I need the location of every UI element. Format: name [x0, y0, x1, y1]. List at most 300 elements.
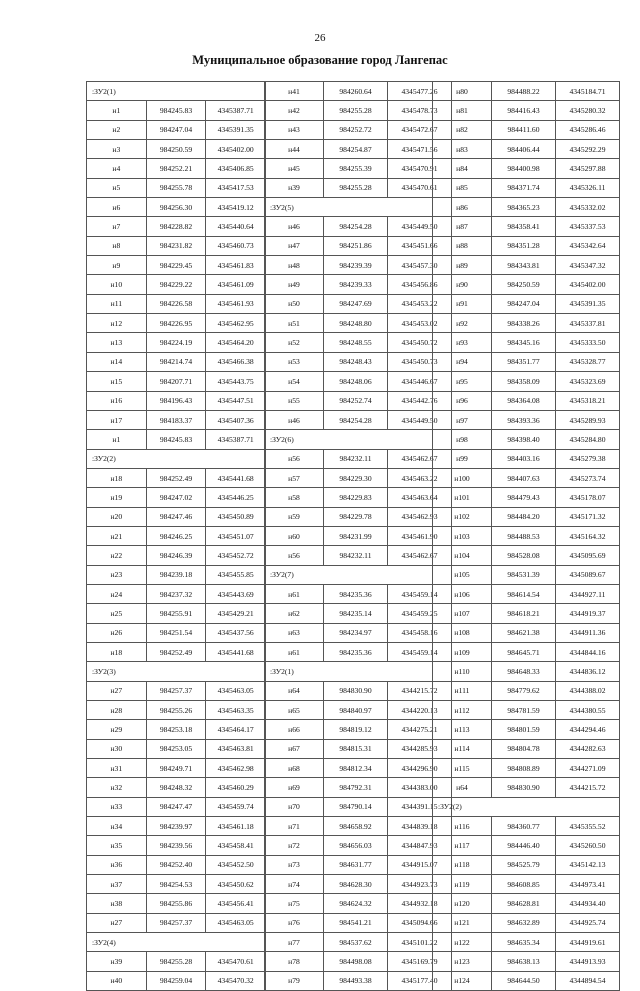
y-coordinate: 4344923.73 — [388, 875, 452, 894]
x-coordinate: 984250.59 — [492, 275, 556, 294]
x-coordinate: 984644.50 — [492, 971, 556, 990]
x-coordinate: 984808.89 — [492, 759, 556, 778]
table-row — [87, 488, 266, 507]
y-coordinate: 4345342.64 — [556, 236, 620, 255]
table-row — [87, 759, 266, 778]
x-coordinate: 984628.81 — [492, 894, 556, 913]
x-coordinate: 984537.62 — [324, 933, 388, 952]
table-row — [433, 855, 620, 874]
y-coordinate: 4345391.35 — [206, 120, 266, 139]
table-row — [433, 952, 620, 971]
y-coordinate: 4345333.50 — [556, 333, 620, 352]
x-coordinate: 984498.08 — [324, 952, 388, 971]
point-label: н40 — [87, 971, 147, 990]
table-row — [433, 294, 620, 313]
point-label: н42 — [265, 101, 324, 120]
y-coordinate: 4345437.56 — [206, 623, 266, 642]
table-row — [265, 952, 452, 971]
point-label: н61 — [265, 642, 324, 661]
section-label: :ЗУ2(1) — [265, 662, 452, 681]
table-row — [87, 681, 266, 700]
point-label: н56 — [265, 449, 324, 468]
point-label: н78 — [265, 952, 324, 971]
x-coordinate: 984815.31 — [324, 739, 388, 758]
point-label: н13 — [87, 333, 147, 352]
table-row — [433, 275, 620, 294]
table-row — [265, 372, 452, 391]
point-label: н45 — [265, 159, 324, 178]
point-label: н39 — [87, 952, 147, 971]
table-row — [433, 488, 620, 507]
table-row — [433, 701, 620, 720]
x-coordinate: 984247.46 — [146, 507, 206, 526]
point-label: н28 — [87, 701, 147, 720]
x-coordinate: 984531.39 — [492, 565, 556, 584]
x-coordinate: 984232.11 — [324, 449, 388, 468]
y-coordinate: 4345461.93 — [206, 294, 266, 313]
x-coordinate: 984254.53 — [146, 875, 206, 894]
x-coordinate: 984406.44 — [492, 140, 556, 159]
point-label: н67 — [265, 739, 324, 758]
table-row — [87, 507, 266, 526]
point-label: н4 — [87, 159, 147, 178]
x-coordinate: 984256.30 — [146, 198, 206, 217]
table-row — [265, 759, 452, 778]
x-coordinate: 984628.30 — [324, 875, 388, 894]
x-coordinate: 984255.78 — [146, 178, 206, 197]
y-coordinate: 4344919.61 — [556, 933, 620, 952]
point-label: н16 — [87, 391, 147, 410]
x-coordinate: 984351.77 — [492, 352, 556, 371]
point-label: н95 — [433, 372, 492, 391]
x-coordinate: 984239.39 — [324, 256, 388, 275]
table-row — [433, 372, 620, 391]
point-label: н115 — [433, 759, 492, 778]
point-label: н51 — [265, 314, 324, 333]
y-coordinate: 4345171.32 — [556, 507, 620, 526]
table-row — [433, 546, 620, 565]
point-label: н15 — [87, 372, 147, 391]
y-coordinate: 4345463.35 — [206, 701, 266, 720]
point-label: н104 — [433, 546, 492, 565]
y-coordinate: 4345441.68 — [206, 468, 266, 487]
x-coordinate: 984235.36 — [324, 584, 388, 603]
y-coordinate: 4344919.37 — [556, 604, 620, 623]
x-coordinate: 984351.28 — [492, 236, 556, 255]
y-coordinate: 4345323.69 — [556, 372, 620, 391]
section-row — [87, 662, 266, 681]
y-coordinate: 4345284.80 — [556, 430, 620, 449]
table-row — [87, 778, 266, 797]
y-coordinate: 4345452.72 — [206, 546, 266, 565]
x-coordinate: 984403.16 — [492, 449, 556, 468]
table-row — [87, 894, 266, 913]
point-label: н109 — [433, 642, 492, 661]
section-label: :ЗУ2(5) — [265, 198, 452, 217]
table-row — [87, 546, 266, 565]
y-coordinate: 4344383.00 — [388, 778, 452, 797]
y-coordinate: 4345318.21 — [556, 391, 620, 410]
x-coordinate: 984229.83 — [324, 488, 388, 507]
coordinates-table — [264, 81, 452, 991]
y-coordinate: 4345142.13 — [556, 855, 620, 874]
table-row — [265, 468, 452, 487]
x-coordinate: 984830.90 — [492, 778, 556, 797]
section-label: :ЗУ2(7) — [265, 565, 452, 584]
y-coordinate: 4344275.21 — [388, 720, 452, 739]
point-label: н58 — [265, 488, 324, 507]
table-row — [433, 642, 620, 661]
point-label: н54 — [265, 372, 324, 391]
x-coordinate: 984229.45 — [146, 256, 206, 275]
point-label: н117 — [433, 836, 492, 855]
point-label: н69 — [265, 778, 324, 797]
point-label: н43 — [265, 120, 324, 139]
table-row — [87, 159, 266, 178]
y-coordinate: 4345456.41 — [206, 894, 266, 913]
table-row — [265, 140, 452, 159]
point-label: н17 — [87, 410, 147, 429]
point-label: н100 — [433, 468, 492, 487]
table-row — [433, 256, 620, 275]
x-coordinate: 984253.18 — [146, 720, 206, 739]
x-coordinate: 984781.59 — [492, 701, 556, 720]
point-label: н113 — [433, 720, 492, 739]
point-label: н25 — [87, 604, 147, 623]
table-row — [87, 236, 266, 255]
x-coordinate: 984618.21 — [492, 604, 556, 623]
point-label: н10 — [87, 275, 147, 294]
point-label: н14 — [87, 352, 147, 371]
point-label: н101 — [433, 488, 492, 507]
point-label: н26 — [87, 623, 147, 642]
x-coordinate: 984248.06 — [324, 372, 388, 391]
y-coordinate: 4344220.13 — [388, 701, 452, 720]
point-label: н97 — [433, 410, 492, 429]
point-label: н59 — [265, 507, 324, 526]
y-coordinate: 4344927.11 — [556, 584, 620, 603]
point-label: н2 — [87, 120, 147, 139]
table-row — [433, 778, 620, 797]
y-coordinate: 4345457.30 — [388, 256, 452, 275]
table-row — [87, 256, 266, 275]
table-row — [87, 623, 266, 642]
x-coordinate: 984255.26 — [146, 701, 206, 720]
table-row — [265, 933, 452, 952]
section-row — [265, 198, 452, 217]
table-row — [265, 546, 452, 565]
y-coordinate: 4345459.14 — [388, 642, 452, 661]
table-row — [265, 913, 452, 932]
point-label: н35 — [87, 836, 147, 855]
table-row — [87, 101, 266, 120]
table-row — [87, 604, 266, 623]
x-coordinate: 984608.85 — [492, 875, 556, 894]
point-label: н3 — [87, 140, 147, 159]
y-coordinate: 4345273.74 — [556, 468, 620, 487]
x-coordinate: 984229.22 — [146, 275, 206, 294]
x-coordinate: 984224.19 — [146, 333, 206, 352]
x-coordinate: 984249.71 — [146, 759, 206, 778]
y-coordinate: 4345337.81 — [556, 314, 620, 333]
point-label: н106 — [433, 584, 492, 603]
table-row — [265, 352, 452, 371]
y-coordinate: 4345451.07 — [206, 526, 266, 545]
point-label: н92 — [433, 314, 492, 333]
x-coordinate: 984247.02 — [146, 488, 206, 507]
table-row — [433, 159, 620, 178]
y-coordinate: 4344913.93 — [556, 952, 620, 971]
x-coordinate: 984614.54 — [492, 584, 556, 603]
section-label: :ЗУ2(2) — [433, 797, 620, 816]
table-row — [87, 140, 266, 159]
y-coordinate: 4344391.15 — [388, 797, 452, 816]
point-label: н46 — [265, 410, 324, 429]
x-coordinate: 984658.92 — [324, 817, 388, 836]
x-coordinate: 984247.69 — [324, 294, 388, 313]
y-coordinate: 4344285.93 — [388, 739, 452, 758]
y-coordinate: 4344388.02 — [556, 681, 620, 700]
section-row — [87, 933, 266, 952]
point-label: н5 — [87, 178, 147, 197]
section-row — [265, 430, 452, 449]
x-coordinate: 984635.34 — [492, 933, 556, 952]
x-coordinate: 984804.78 — [492, 739, 556, 758]
y-coordinate: 4345461.83 — [206, 256, 266, 275]
y-coordinate: 4345402.00 — [206, 140, 266, 159]
point-label: н46 — [265, 217, 324, 236]
y-coordinate: 4345459.74 — [206, 797, 266, 816]
table-row — [433, 739, 620, 758]
y-coordinate: 4345260.50 — [556, 836, 620, 855]
point-label: н73 — [265, 855, 324, 874]
table-row — [265, 701, 452, 720]
point-label: н64 — [433, 778, 492, 797]
x-coordinate: 984246.25 — [146, 526, 206, 545]
coordinates-column-1 — [86, 81, 266, 991]
point-label: н65 — [265, 701, 324, 720]
table-row — [265, 875, 452, 894]
table-row — [433, 720, 620, 739]
y-coordinate: 4345464.17 — [206, 720, 266, 739]
table-row — [265, 836, 452, 855]
x-coordinate: 984231.82 — [146, 236, 206, 255]
x-coordinate: 984488.53 — [492, 526, 556, 545]
table-row — [433, 875, 620, 894]
point-label: н83 — [433, 140, 492, 159]
y-coordinate: 4344839.18 — [388, 817, 452, 836]
x-coordinate: 984228.82 — [146, 217, 206, 236]
x-coordinate: 984245.83 — [146, 101, 206, 120]
y-coordinate: 4345460.29 — [206, 778, 266, 797]
x-coordinate: 984400.98 — [492, 159, 556, 178]
table-row — [433, 913, 620, 932]
y-coordinate: 4344215.72 — [388, 681, 452, 700]
point-label: н32 — [87, 778, 147, 797]
x-coordinate: 984229.30 — [324, 468, 388, 487]
y-coordinate: 4344894.54 — [556, 971, 620, 990]
table-row — [265, 159, 452, 178]
point-label: н31 — [87, 759, 147, 778]
table-row — [265, 778, 452, 797]
y-coordinate: 4345470.91 — [388, 159, 452, 178]
table-row — [265, 604, 452, 623]
table-row — [87, 430, 266, 449]
y-coordinate: 4345477.26 — [388, 82, 452, 101]
point-label: н120 — [433, 894, 492, 913]
y-coordinate: 4345355.52 — [556, 817, 620, 836]
x-coordinate: 984237.32 — [146, 584, 206, 603]
x-coordinate: 984239.56 — [146, 836, 206, 855]
x-coordinate: 984254.28 — [324, 410, 388, 429]
point-label: н88 — [433, 236, 492, 255]
point-label: н77 — [265, 933, 324, 952]
y-coordinate: 4345461.18 — [206, 817, 266, 836]
x-coordinate: 984416.43 — [492, 101, 556, 120]
section-label: :ЗУ2(1) — [87, 82, 266, 101]
point-label: н18 — [87, 468, 147, 487]
x-coordinate: 984528.08 — [492, 546, 556, 565]
x-coordinate: 984255.86 — [146, 894, 206, 913]
table-row — [433, 623, 620, 642]
table-row — [265, 449, 452, 468]
x-coordinate: 984365.23 — [492, 198, 556, 217]
point-label: н11 — [87, 294, 147, 313]
x-coordinate: 984393.36 — [492, 410, 556, 429]
x-coordinate: 984252.40 — [146, 855, 206, 874]
point-label: н112 — [433, 701, 492, 720]
y-coordinate: 4345446.25 — [206, 488, 266, 507]
table-row — [87, 913, 266, 932]
point-label: н94 — [433, 352, 492, 371]
table-row — [87, 971, 266, 990]
y-coordinate: 4344271.09 — [556, 759, 620, 778]
point-label: н60 — [265, 526, 324, 545]
y-coordinate: 4345451.66 — [388, 236, 452, 255]
x-coordinate: 984345.16 — [492, 333, 556, 352]
table-row — [265, 642, 452, 661]
table-row — [265, 314, 452, 333]
point-label: н72 — [265, 836, 324, 855]
table-row — [87, 584, 266, 603]
x-coordinate: 984257.37 — [146, 913, 206, 932]
x-coordinate: 984624.32 — [324, 894, 388, 913]
x-coordinate: 984226.95 — [146, 314, 206, 333]
table-row — [87, 275, 266, 294]
point-label: н86 — [433, 198, 492, 217]
point-label: н80 — [433, 82, 492, 101]
x-coordinate: 984493.38 — [324, 971, 388, 990]
table-row — [87, 294, 266, 313]
table-row — [265, 971, 452, 990]
y-coordinate: 4345466.38 — [206, 352, 266, 371]
y-coordinate: 4344915.07 — [388, 855, 452, 874]
x-coordinate: 984541.21 — [324, 913, 388, 932]
y-coordinate: 4345462.98 — [206, 759, 266, 778]
table-row — [265, 623, 452, 642]
x-coordinate: 984343.81 — [492, 256, 556, 275]
y-coordinate: 4345470.61 — [388, 178, 452, 197]
point-label: н23 — [87, 565, 147, 584]
table-row — [433, 817, 620, 836]
table-row — [87, 642, 266, 661]
y-coordinate: 4345407.36 — [206, 410, 266, 429]
table-row — [265, 681, 452, 700]
y-coordinate: 4345326.11 — [556, 178, 620, 197]
y-coordinate: 4345391.35 — [556, 294, 620, 313]
table-row — [433, 352, 620, 371]
x-coordinate: 984247.04 — [146, 120, 206, 139]
point-label: н62 — [265, 604, 324, 623]
table-row — [87, 352, 266, 371]
table-row — [433, 314, 620, 333]
x-coordinate: 984645.71 — [492, 642, 556, 661]
table-row — [433, 101, 620, 120]
point-label: н110 — [433, 662, 492, 681]
section-label: :ЗУ2(6) — [265, 430, 452, 449]
x-coordinate: 984214.74 — [146, 352, 206, 371]
table-row — [433, 178, 620, 197]
point-label: н96 — [433, 391, 492, 410]
point-label: н53 — [265, 352, 324, 371]
x-coordinate: 984248.43 — [324, 352, 388, 371]
point-label: н89 — [433, 256, 492, 275]
x-coordinate: 984248.32 — [146, 778, 206, 797]
point-label: н29 — [87, 720, 147, 739]
y-coordinate: 4345471.56 — [388, 140, 452, 159]
table-row — [265, 797, 452, 816]
y-coordinate: 4345460.73 — [206, 236, 266, 255]
table-row — [433, 681, 620, 700]
table-row — [87, 701, 266, 720]
x-coordinate: 984812.34 — [324, 759, 388, 778]
y-coordinate: 4344282.63 — [556, 739, 620, 758]
table-row — [265, 488, 452, 507]
point-label: н55 — [265, 391, 324, 410]
table-row — [433, 333, 620, 352]
y-coordinate: 4345177.40 — [388, 971, 452, 990]
point-label: н48 — [265, 256, 324, 275]
x-coordinate: 984252.74 — [324, 391, 388, 410]
x-coordinate: 984411.60 — [492, 120, 556, 139]
point-label: н111 — [433, 681, 492, 700]
table-row — [265, 217, 452, 236]
point-label: н1 — [87, 430, 147, 449]
table-row — [265, 120, 452, 139]
y-coordinate: 4344380.55 — [556, 701, 620, 720]
y-coordinate: 4345462.67 — [388, 546, 452, 565]
point-label: н87 — [433, 217, 492, 236]
y-coordinate: 4344934.40 — [556, 894, 620, 913]
point-label: н107 — [433, 604, 492, 623]
section-row — [87, 82, 266, 101]
y-coordinate: 4344215.72 — [556, 778, 620, 797]
y-coordinate: 4345462.95 — [206, 314, 266, 333]
y-coordinate: 4344847.93 — [388, 836, 452, 855]
y-coordinate: 4345446.67 — [388, 372, 452, 391]
y-coordinate: 4344973.41 — [556, 875, 620, 894]
table-row — [265, 507, 452, 526]
x-coordinate: 984790.14 — [324, 797, 388, 816]
y-coordinate: 4345470.61 — [206, 952, 266, 971]
y-coordinate: 4345459.25 — [388, 604, 452, 623]
table-row — [433, 933, 620, 952]
y-coordinate: 4344836.12 — [556, 662, 620, 681]
y-coordinate: 4345347.32 — [556, 256, 620, 275]
y-coordinate: 4344925.74 — [556, 913, 620, 932]
section-row — [433, 797, 620, 816]
table-row — [265, 294, 452, 313]
